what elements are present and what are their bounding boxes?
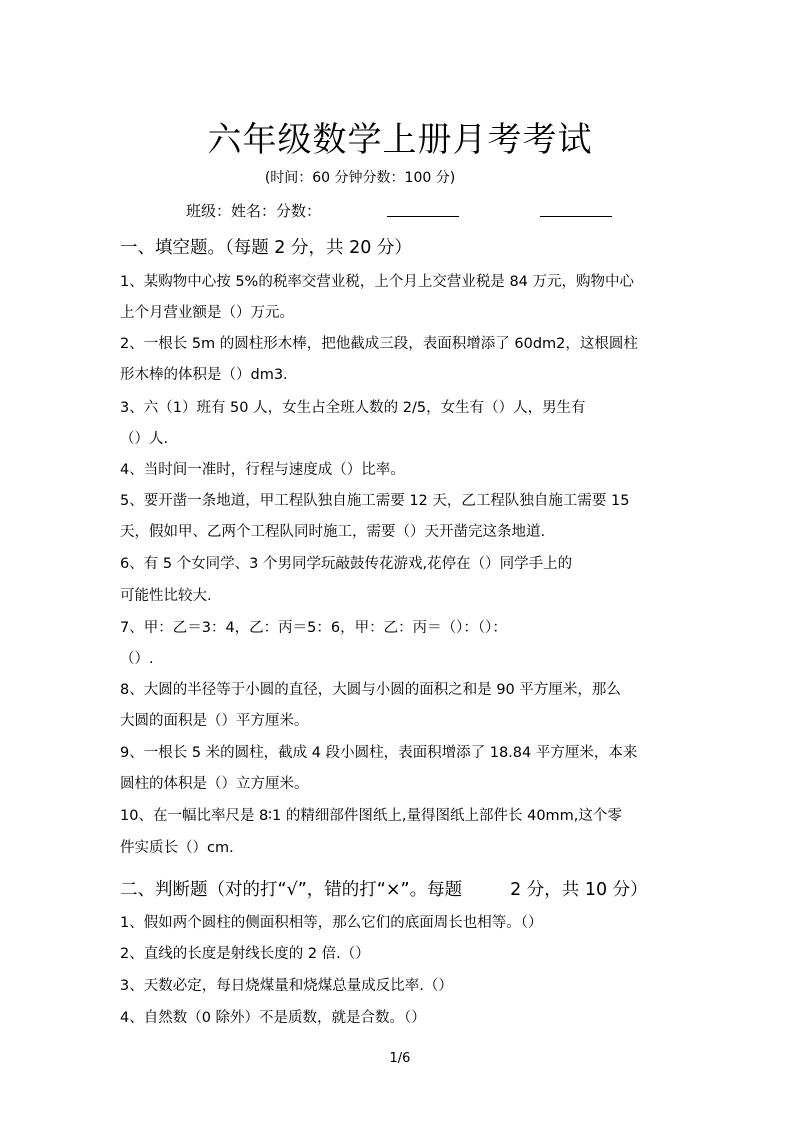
question-line: 圆柱的体积是（）立方厘米。 [120,776,309,792]
question-line: 形木棒的体积是（）dm3. [120,367,288,383]
question-line: 10、在一幅比率尺是 8∶1 的精细部件图纸上,量得图纸上部件长 40mm,这个零 [120,808,622,824]
question-line: 5、要开凿一条地道，甲工程队独自施工需要 12 天，乙工程队独自施工需要 15 [120,493,630,509]
question-line: 8、大圆的半径等于小圆的直径，大圆与小圆的面积之和是 90 平方厘米，那么 [120,682,621,698]
question-line: 7、甲：乙＝3：4，乙：丙＝5：6，甲：乙：丙＝（）：（）： [120,620,507,636]
question-line: 1、某购物中心按 5%的税率交营业税，上个月上交营业税是 84 万元，购物中心 [120,274,635,290]
question-line: 上个月营业额是（）万元。 [120,305,294,321]
question-line: 6、有 5 个女同学、3 个男同学玩敲鼓传花游戏,花停在（）同学手上的 [120,556,573,572]
section2-heading-part2: 2 分，共 10 分） [510,880,648,900]
question-line: 3、六（1）班有 50 人，女生占全班人数的 2/5，女生有（）人，男生有 [120,400,586,416]
exam-subtitle: (时间：60 分钟分数：100 分) [264,170,456,186]
question-line: （）人. [120,431,169,447]
page-title: 六年级数学上册月考考试 [207,120,593,160]
question-line: 天，假如甲、乙两个工程队同时施工，需要（）天开凿完这条地道. [120,524,546,540]
judgment-line: 3、天数必定，每日烧煤量和烧煤总量成反比率.（） [120,978,453,994]
student-info-label: 班级：姓名：分数： [186,202,322,220]
question-line: 大圆的面积是（）平方厘米。 [120,713,309,729]
question-line: 9、一根长 5 米的圆柱，截成 4 段小圆柱，表面积增添了 18.84 平方厘米，本来 [120,745,638,761]
page-number: 1/6 [389,1051,411,1066]
question-line: 2、一根长 5m 的圆柱形木棒，把他截成三段，表面积增添了 60dm2，这根圆柱 [120,336,638,352]
name-blank [387,216,459,217]
section2-heading-part1: 二、判断题（对的打“√”，错的打“×”。每题 [120,880,463,900]
judgment-line: 4、自然数（0 除外）不是质数，就是合数。（） [120,1010,426,1026]
section2-heading [120,876,648,901]
section1-heading: 一、填空题。（每题 2 分，共 20 分） [120,238,412,258]
question-line: 件实质长（）cm. [120,840,234,856]
judgment-line: 1、假如两个圆柱的侧面积相等，那么它们的底面周长也相等。（） [120,915,543,931]
question-line: 可能性比较大. [120,588,212,604]
score-blank [540,216,612,217]
question-line: （）. [120,651,154,667]
question-line: 4、当时间一准时，行程与速度成（）比率。 [120,462,405,478]
judgment-line: 2、直线的长度是射线长度的 2 倍.（） [120,946,370,962]
